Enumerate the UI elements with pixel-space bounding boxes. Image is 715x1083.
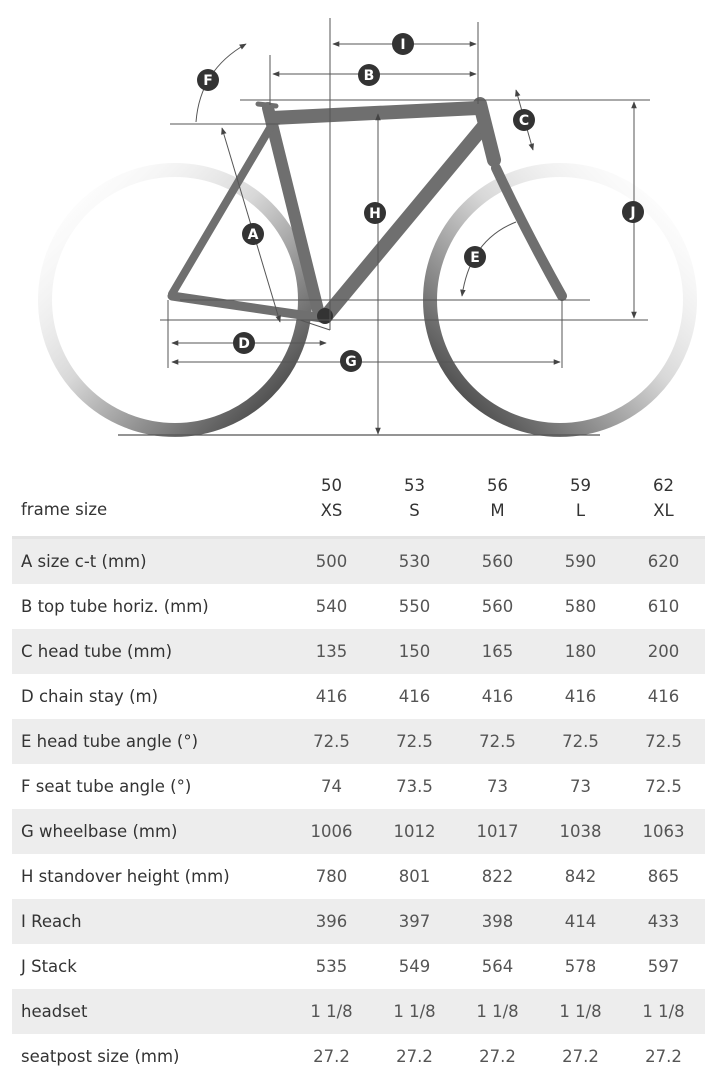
table-cell: 1 1/8 — [642, 1002, 685, 1021]
table-cell: 1006 — [310, 822, 353, 841]
bottom-bracket-icon — [317, 308, 333, 324]
table-cell: 414 — [564, 912, 597, 931]
table-cell: 27.2 — [562, 1047, 599, 1066]
geometry-table — [12, 468, 705, 1079]
size-number: 59 — [570, 476, 591, 495]
table-row — [12, 809, 705, 854]
table-cell: 27.2 — [313, 1047, 350, 1066]
table-cell: 801 — [398, 867, 431, 886]
table-row — [12, 899, 705, 944]
table-row — [12, 584, 705, 629]
size-column-xl — [622, 473, 705, 523]
row-label: J Stack — [21, 957, 77, 976]
table-cell: 610 — [647, 597, 680, 616]
diagram-label-c — [513, 109, 535, 131]
table-row — [12, 1034, 705, 1079]
table-cell: 72.5 — [313, 732, 350, 751]
row-label: headset — [21, 1002, 88, 1021]
svg-text:H: H — [369, 206, 381, 222]
diagram-label-b — [358, 64, 380, 86]
row-label: seatpost size (mm) — [21, 1047, 180, 1066]
table-row — [12, 764, 705, 809]
size-code: XL — [653, 501, 674, 520]
table-cell: 397 — [398, 912, 431, 931]
table-cell: 578 — [564, 957, 597, 976]
table-cell: 540 — [315, 597, 348, 616]
table-cell: 416 — [481, 687, 514, 706]
table-cell: 822 — [481, 867, 514, 886]
svg-text:E: E — [470, 250, 480, 266]
table-cell: 27.2 — [479, 1047, 516, 1066]
svg-text:J: J — [630, 205, 636, 221]
frame-size-header: frame size — [21, 500, 108, 519]
table-cell: 150 — [398, 642, 431, 661]
svg-text:D: D — [238, 336, 250, 352]
size-number: 53 — [404, 476, 425, 495]
table-cell: 180 — [564, 642, 597, 661]
table-cell: 416 — [647, 687, 680, 706]
diagram-label-f — [197, 69, 219, 91]
row-label: H standover height (mm) — [21, 867, 230, 886]
table-cell: 564 — [481, 957, 514, 976]
table-cell: 1 1/8 — [310, 1002, 353, 1021]
table-cell: 433 — [647, 912, 680, 931]
diagram-label-i — [392, 33, 414, 55]
table-row — [12, 854, 705, 899]
diagram-label-g — [340, 350, 362, 372]
table-cell: 530 — [398, 552, 431, 571]
svg-text:C: C — [518, 113, 530, 129]
table-cell: 1012 — [393, 822, 436, 841]
table-cell: 1 1/8 — [559, 1002, 602, 1021]
table-cell: 1 1/8 — [393, 1002, 436, 1021]
row-label: B top tube horiz. (mm) — [21, 597, 209, 616]
row-label: C head tube (mm) — [21, 642, 173, 661]
size-code: M — [490, 501, 505, 520]
diagram-label-h — [364, 202, 386, 224]
table-cell: 500 — [315, 552, 348, 571]
table-row — [12, 989, 705, 1034]
table-cell: 590 — [564, 552, 597, 571]
table-cell: 396 — [315, 912, 348, 931]
table-cell: 73 — [570, 777, 591, 796]
table-cell: 560 — [481, 597, 514, 616]
svg-text:F: F — [203, 73, 213, 89]
table-cell: 597 — [647, 957, 680, 976]
table-cell: 560 — [481, 552, 514, 571]
table-cell: 535 — [315, 957, 348, 976]
table-body — [12, 539, 705, 1079]
svg-text:A: A — [247, 227, 259, 243]
frame-geometry-diagram — [0, 0, 715, 450]
table-row — [12, 719, 705, 764]
row-label: E head tube angle (°) — [21, 732, 199, 751]
table-cell: 398 — [481, 912, 514, 931]
diagram-label-d — [233, 332, 255, 354]
table-cell: 27.2 — [396, 1047, 433, 1066]
size-number: 62 — [653, 476, 674, 495]
table-cell: 780 — [315, 867, 348, 886]
table-cell: 1 1/8 — [476, 1002, 519, 1021]
table-cell: 416 — [398, 687, 431, 706]
table-row — [12, 944, 705, 989]
table-row — [12, 539, 705, 584]
table-cell: 549 — [398, 957, 431, 976]
table-cell: 1017 — [476, 822, 519, 841]
size-code: S — [409, 501, 420, 520]
size-column-m — [456, 473, 539, 523]
row-label: D chain stay (m) — [21, 687, 159, 706]
table-cell: 550 — [398, 597, 431, 616]
svg-text:G: G — [345, 354, 357, 370]
table-cell: 73 — [487, 777, 508, 796]
diagram-label-e — [464, 246, 486, 268]
table-cell: 73.5 — [396, 777, 433, 796]
table-cell: 580 — [564, 597, 597, 616]
table-cell: 416 — [315, 687, 348, 706]
size-column-xs — [290, 473, 373, 523]
diagram-label-a — [242, 223, 264, 245]
svg-text:I: I — [400, 37, 406, 53]
table-cell: 72.5 — [645, 777, 682, 796]
table-cell: 842 — [564, 867, 597, 886]
table-row — [12, 674, 705, 719]
table-row — [12, 629, 705, 674]
svg-text:B: B — [363, 68, 375, 84]
size-number: 56 — [487, 476, 508, 495]
table-cell: 135 — [315, 642, 348, 661]
table-cell: 72.5 — [396, 732, 433, 751]
table-cell: 1063 — [642, 822, 685, 841]
size-code: L — [575, 501, 586, 520]
table-cell: 200 — [647, 642, 680, 661]
table-cell: 74 — [321, 777, 342, 796]
row-label: I Reach — [21, 912, 82, 931]
size-column-s — [373, 473, 456, 523]
row-label: A size c-t (mm) — [21, 552, 147, 571]
size-number: 50 — [321, 476, 342, 495]
row-label: G wheelbase (mm) — [21, 822, 178, 841]
table-cell: 27.2 — [645, 1047, 682, 1066]
size-columns — [290, 473, 705, 523]
table-cell: 416 — [564, 687, 597, 706]
table-cell: 165 — [481, 642, 514, 661]
row-label: F seat tube angle (°) — [21, 777, 192, 796]
table-cell: 865 — [647, 867, 680, 886]
size-column-l — [539, 473, 622, 523]
table-cell: 620 — [647, 552, 680, 571]
table-cell: 72.5 — [479, 732, 516, 751]
table-header — [12, 468, 705, 536]
size-code: XS — [320, 501, 343, 520]
table-cell: 72.5 — [645, 732, 682, 751]
table-cell: 1038 — [559, 822, 602, 841]
diagram-label-j — [622, 201, 644, 223]
table-cell: 72.5 — [562, 732, 599, 751]
